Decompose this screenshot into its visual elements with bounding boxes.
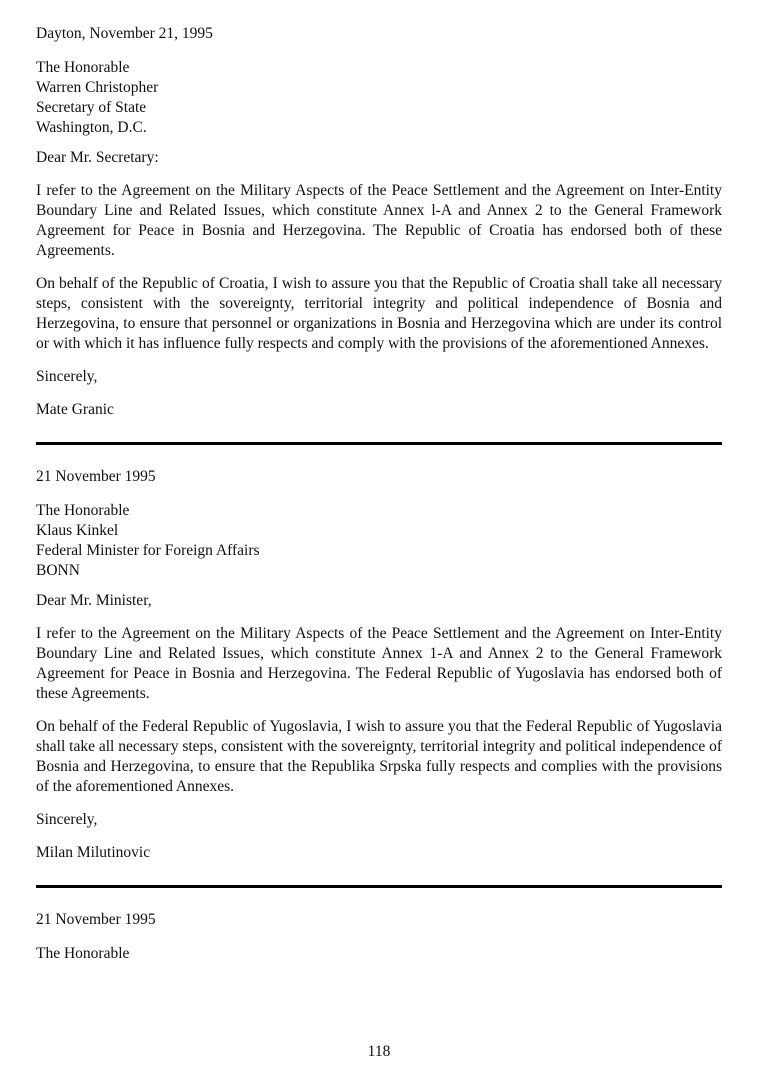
address-line: The Honorable (36, 59, 130, 76)
address-line: BONN (36, 562, 80, 579)
body-paragraph: On behalf of the Federal Republic of Yugoslavia, I wish to assure you that the Federal Republic of Yugoslavia shall take all necessary steps, consistent with the sovereignty, territorial integrity and political independence of Bosnia and Herzegovina, to ensure that the Republika Srpska fully respects and complies with the provisions of the aforementioned Annexes. (36, 718, 722, 795)
letter-third-partial (36, 910, 722, 974)
salutation: Dear Mr. Secretary: (36, 149, 159, 166)
page-number: 118 (367, 1043, 391, 1060)
body-paragraph: I refer to the Agreement on the Military Aspects of the Peace Settlement and the Agreement on Inter-Entity Boundary Line and Related Issues, which constitute Annex 1-A and Annex 2 to the General Framework Agreement for Peace in Bosnia and Herzegovina. The Federal Republic of Yugoslavia has endorsed both of these Agreements. (36, 625, 722, 702)
letter-dateline: Dayton, November 21, 1995 (36, 25, 213, 42)
letter-dateline: 21 November 1995 (36, 911, 156, 928)
address-line: The Honorable (36, 945, 130, 962)
page-footer (36, 1024, 722, 1062)
letter-divider (36, 442, 722, 445)
recipient-address-block (36, 501, 722, 581)
signature-name: Mate Granic (36, 401, 114, 418)
closing: Sincerely, (36, 811, 98, 828)
body-paragraph: I refer to the Agreement on the Military Aspects of the Peace Settlement and the Agreement on Inter-Entity Boundary Line and Related Issues, which constitute Annex l-A and Annex 2 to the General Framework Agreement for Peace in Bosnia and Herzegovina. The Republic of Croatia has endorsed both of these Agreements. (36, 182, 722, 259)
body-paragraph: On behalf of the Republic of Croatia, I wish to assure you that the Republic of Croatia shall take all necessary steps, consistent with the sovereignty, territorial integrity and political independence of Bosnia and Herzegovina, to ensure that personnel or organizations in Bosnia and Herzegovina which are under its control or with which it has influence fully respects and comply with the provisions of the aforementioned Annexes. (36, 275, 722, 352)
closing: Sincerely, (36, 368, 98, 385)
address-line: Washington, D.C. (36, 119, 147, 136)
letter-divider (36, 885, 722, 888)
address-line: Federal Minister for Foreign Affairs (36, 542, 260, 559)
letter-to-warren-christopher (36, 24, 722, 420)
letter-dateline: 21 November 1995 (36, 468, 156, 485)
recipient-address-block (36, 58, 722, 138)
address-line: Secretary of State (36, 99, 147, 116)
address-line: The Honorable (36, 502, 130, 519)
address-line: Klaus Kinkel (36, 522, 119, 539)
address-line: Warren Christopher (36, 79, 159, 96)
signature-name: Milan Milutinovic (36, 844, 151, 861)
letter-to-klaus-kinkel (36, 467, 722, 863)
salutation: Dear Mr. Minister, (36, 592, 152, 609)
recipient-address-block (36, 944, 722, 964)
